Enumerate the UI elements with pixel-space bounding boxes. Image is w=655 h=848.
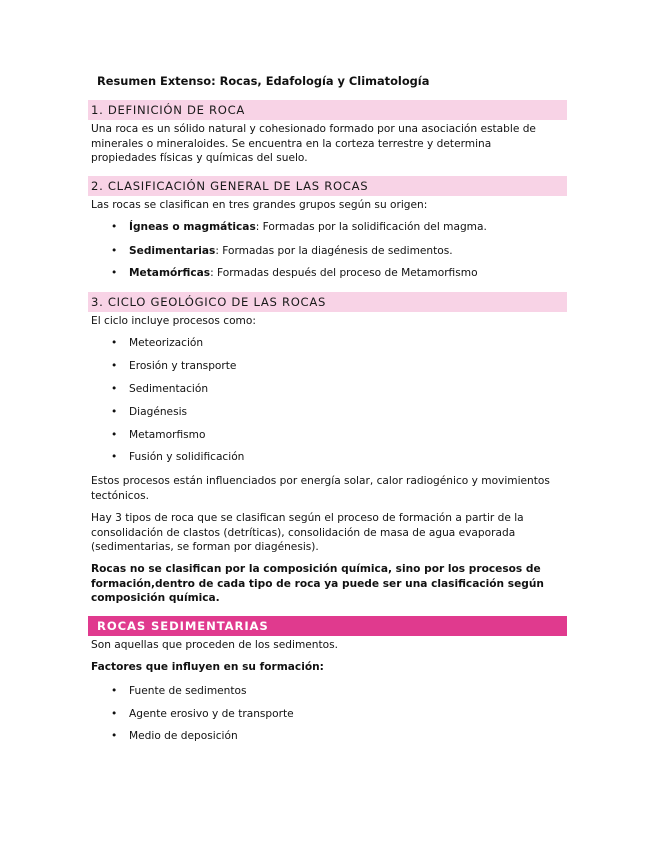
definicion-paragraph [91,122,551,166]
list-item [111,336,203,350]
paragraph-line: consolidación de clastos (detríticas), consolidación de masa de agua evaporada [91,526,516,539]
list-item [111,266,478,280]
bullet-icon: • [111,383,118,395]
paragraph-line: Hay 3 tipos de roca que se clasifican según el proceso de formación a partir de la [91,512,524,524]
list-item [111,684,247,698]
document-title: Resumen Extenso: Rocas, Edafología y Climatología [97,74,430,88]
list-item-label: Sedimentación [129,383,209,395]
bullet-icon: • [111,429,118,441]
list-item-label: Metamorfismo [129,429,206,441]
clasificacion-bold-paragraph [91,562,561,606]
paragraph-line: Estos procesos están influenciados por energía solar, calor radiogénico y movimientos [91,475,550,487]
list-item-desc: : Formadas después del proceso de Metamorfismo [210,267,478,279]
tipos-paragraph [91,511,551,555]
paragraph-line: minerales o mineraloides. Se encuentra en la corteza terrestre y determina [91,137,492,150]
paragraph-line: (sedimentarias, se forman por diagénesis). [91,541,319,554]
paragraph-line: composición química. [91,592,220,605]
bullet-icon: • [111,708,118,720]
bullet-icon: • [111,245,118,257]
clasificacion-intro: Las rocas se clasifican en tres grandes grupos según su origen: [91,199,428,211]
list-item [111,405,187,419]
ciclo-intro: El ciclo incluye procesos como: [91,315,256,327]
list-item [111,382,208,396]
list-item [111,244,453,258]
list-item [111,729,238,743]
list-item-desc: : Formadas por la solidificación del magma. [255,221,487,233]
list-item [111,450,244,464]
list-item-label: Erosión y transporte [129,360,237,372]
bullet-icon: • [111,730,118,742]
bullet-icon: • [111,451,118,463]
list-item [111,428,205,442]
paragraph-line: Una roca es un sólido natural y cohesionado formado por una asociación estable de [91,123,536,135]
bullet-icon: • [111,685,118,697]
paragraph-line: Rocas no se clasifican por la composición química, sino por los procesos de [91,563,541,575]
bullet-icon: • [111,406,118,418]
sedimentarias-intro: Son aquellas que proceden de los sedimentos. [91,639,339,651]
list-item-label: Diagénesis [129,406,188,418]
section-heading-definicion: 1. DEFINICIÓN DE ROCA [88,100,567,120]
list-item-term: Ígneas o magmáticas [129,221,256,233]
bullet-icon: • [111,221,118,233]
list-item-label: Fusión y solidificación [129,451,245,463]
paragraph-line: propiedades físicas y químicas del suelo. [91,152,308,165]
procesos-paragraph [91,474,551,503]
list-item-desc: : Formadas por la diagénesis de sedimentos. [215,245,453,257]
list-item-label: Meteorización [129,337,204,349]
list-item-term: Sedimentarias [129,245,216,257]
section-heading-clasificacion: 2. CLASIFICACIÓN GENERAL DE LAS ROCAS [88,176,567,196]
list-item-term: Metamórficas [129,267,211,279]
list-item-label: Medio de deposición [129,730,238,742]
bullet-icon: • [111,337,118,349]
list-item [111,707,294,721]
list-item [111,220,487,234]
factores-heading: Factores que influyen en su formación: [91,661,324,673]
list-item-label: Agente erosivo y de transporte [129,708,294,720]
section-heading-sedimentarias: ROCAS SEDIMENTARIAS [88,616,567,636]
list-item [111,359,236,373]
bullet-icon: • [111,267,118,279]
list-item-label: Fuente de sedimentos [129,685,247,697]
paragraph-line: tectónicos. [91,489,149,502]
paragraph-line: formación,dentro de cada tipo de roca ya puede ser una clasificación según [91,577,544,590]
section-heading-ciclo: 3. CICLO GEOLÓGICO DE LAS ROCAS [88,292,567,312]
bullet-icon: • [111,360,118,372]
